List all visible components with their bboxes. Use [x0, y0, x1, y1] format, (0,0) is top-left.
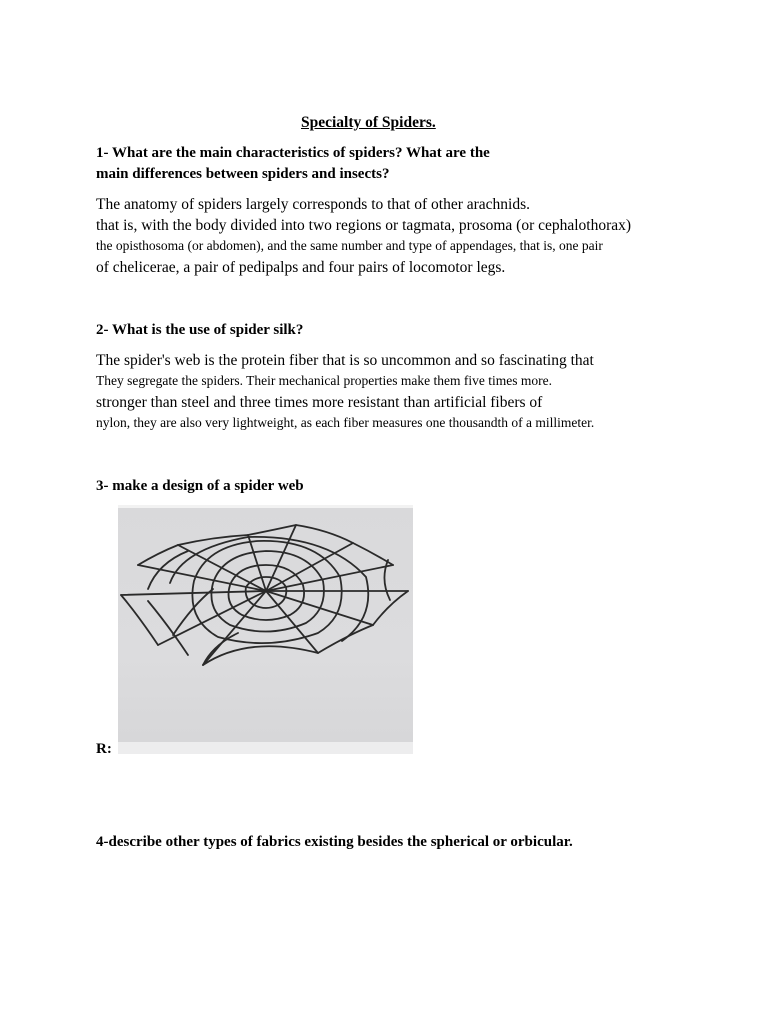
- answer-2-line-3: stronger than steel and three times more resistant than artificial fibers of: [96, 394, 543, 411]
- question-1-line-2: main differences between spiders and insects?: [96, 166, 390, 182]
- answer-2-line-1: The spider's web is the protein fiber that is so uncommon and so fascinating that: [96, 352, 594, 369]
- question-4: 4-describe other types of fabrics existing besides the spherical or orbicular.: [96, 834, 573, 850]
- question-2: 2- What is the use of spider silk?: [96, 322, 304, 338]
- answer-1-line-4: of chelicerae, a pair of pedipalps and four pairs of locomotor legs.: [96, 259, 506, 276]
- question-3: 3- make a design of a spider web: [96, 478, 304, 494]
- answer-1-line-3: the opisthosoma (or abdomen), and the same number and type of appendages, that is, one pair: [96, 238, 603, 253]
- document-title: Specialty of Spiders.: [301, 114, 436, 131]
- spider-web-drawing: [118, 505, 413, 754]
- answer-1-line-1: The anatomy of spiders largely corresponds to that of other arachnids.: [96, 196, 531, 213]
- answer-2-line-4: nylon, they are also very lightweight, as each fiber measures one thousandth of a millimeter.: [96, 415, 595, 430]
- spider-web-drawing-photo: [118, 505, 413, 754]
- answer-2-line-2: They segregate the spiders. Their mechanical properties make them five times more.: [96, 373, 552, 388]
- question-1-line-1: 1- What are the main characteristics of spiders? What are the: [96, 145, 490, 161]
- answer-label: R:: [96, 741, 112, 757]
- answer-1-line-2: that is, with the body divided into two regions or tagmata, prosoma (or cephalothorax): [96, 217, 632, 234]
